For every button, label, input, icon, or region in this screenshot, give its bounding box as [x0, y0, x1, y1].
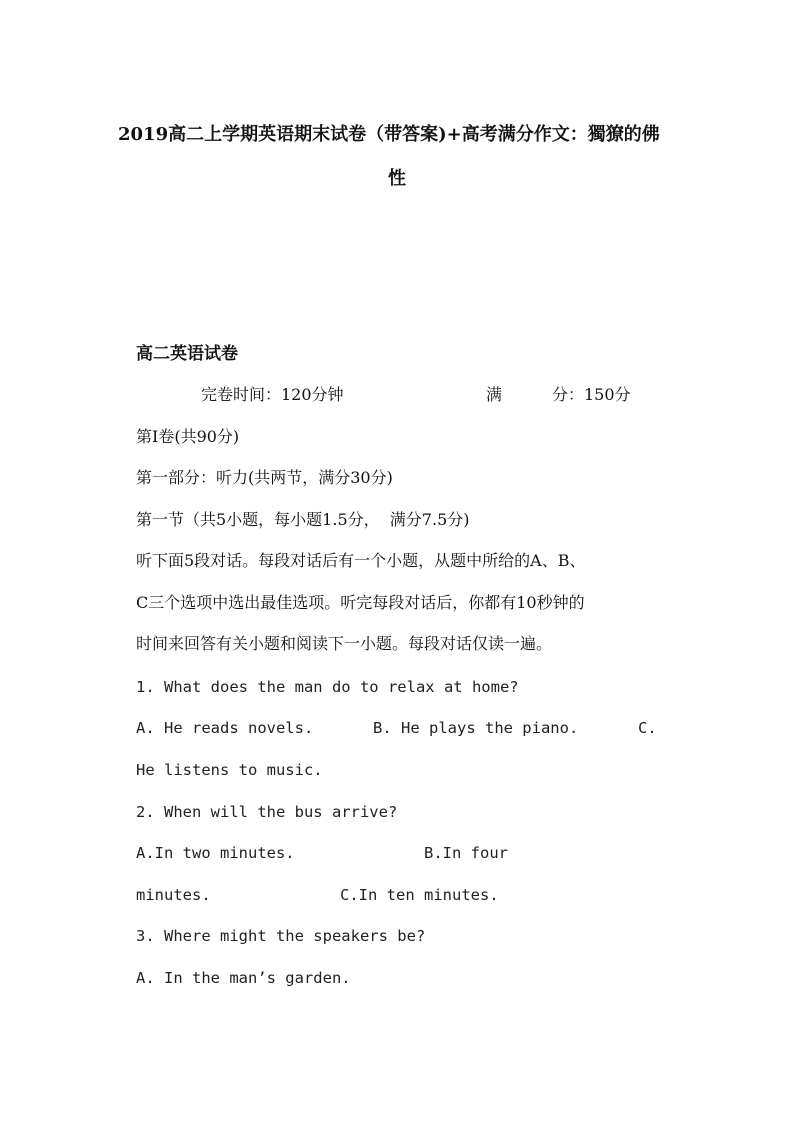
- instruction-line-2: C三个选项中选出最佳选项。听完每段对话后，你都有10秒钟的: [136, 593, 585, 612]
- instruction-line-1: 听下面5段对话。每段对话后有一个小题，从题中所给的A、B、: [136, 551, 586, 570]
- instruction-line-3: 时间来回答有关小题和阅读下一小题。每段对话仅读一遍。: [136, 634, 553, 653]
- question-1-option-c-text: He listens to music.: [136, 761, 323, 779]
- question-3-option-a: A. In the man’s garden.: [136, 969, 351, 987]
- question-2-option-c: C.In ten minutes.: [340, 886, 499, 904]
- section-heading: 第一节（共5小题，每小题1.5分， 满分7.5分): [136, 510, 470, 529]
- exam-score-label-a: 满: [486, 385, 503, 404]
- exam-score-label-b: 分：150分: [552, 385, 631, 404]
- volume-heading: 第Ⅰ卷(共90分): [136, 427, 240, 446]
- question-2-option-b-continued: minutes.: [136, 886, 211, 904]
- document-title-line-2: 性: [388, 168, 406, 189]
- question-3-stem: 3. Where might the speakers be?: [136, 927, 426, 945]
- question-1-option-a: A. He reads novels.: [136, 719, 314, 737]
- document-title-line-1: 2019高二上学期英语期末试卷（带答案)+高考满分作文：獨獠的佛: [118, 124, 660, 145]
- question-2-stem: 2. When will the bus arrive?: [136, 803, 398, 821]
- exam-heading: 高二英语试卷: [136, 344, 238, 364]
- question-2-option-b: B.In four: [424, 844, 508, 862]
- question-1-option-b: B. He plays the piano.: [373, 719, 579, 737]
- question-2-option-a: A.In two minutes.: [136, 844, 295, 862]
- part-heading: 第一部分：听力(共两节，满分30分): [136, 468, 393, 487]
- question-1-option-c-label: C.: [638, 719, 657, 737]
- exam-time: 完卷时间：120分钟: [201, 385, 344, 404]
- question-1-stem: 1. What does the man do to relax at home?: [136, 678, 519, 696]
